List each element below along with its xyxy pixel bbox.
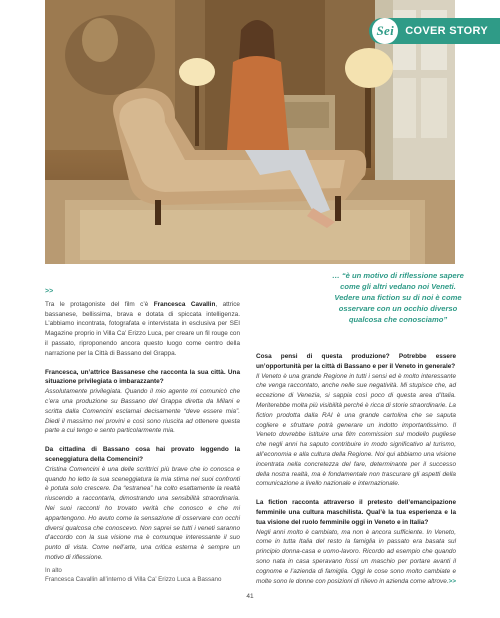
question-1: Francesca, un’attrice Bassanese che racconta la sua città. Una situazione privilegiata o imbarazzante? (45, 368, 240, 386)
cover-story-badge (369, 18, 500, 44)
page-number: 41 (246, 593, 254, 600)
arrow-marker: >> (45, 288, 54, 295)
actress-name: Francesca Cavallin (153, 300, 216, 308)
question-2: Da cittadina di Bassano cosa hai provato leggendo la sceneggiatura della Comencini? (45, 446, 240, 463)
intro-paragraph (45, 300, 240, 359)
caption-line-2: Francesca Cavallin all’interno di Villa Ca’ Erizzo Luca a Bassano (45, 575, 222, 583)
left-column (45, 287, 240, 572)
question-4: La fiction racconta attraverso il pretesto dell’emancipazione femminile una cultura maschilista. Qual’è la tua esperienza e la tua visione del ruolo femminile oggi in Veneto e in Italia? (256, 499, 456, 526)
pull-quote: … “è un motivo di riflessione sapere come gli altri vedano noi Veneti. Vedere una fiction su di noi è come osservare con un occhio diverso qualcosa che conosciamo” (332, 271, 464, 324)
caption-line-1: In alto (45, 567, 62, 574)
answer-2: Cristina Comencini è una delle scrittrici più brave che io conosca e quando ho letto la sua sceneggiatura la mia stima nei suoi confronti è potuta solo crescere. Da “estranea” ha colto esattamente la realtà riuscendo a raccontarla, dimostrando una sensibilità straordinaria. Nei suoi racconti ho trovato verità che conosco e che mi appartengono. Ho avuto come la sensazione di osservare con occhi diversi qualcosa che conoscevo. Non saprei se tutti i veneti saranno d’accordo con la sua visione ma è comunque interessante il suo punto di vista. Come nell’arte, una critica esterna è sempre un motivo di riflessione. (45, 465, 240, 561)
answer-4 (256, 528, 456, 587)
intro-text: Tra le protagoniste del film c’è (45, 300, 154, 308)
magazine-logo: Sei (372, 18, 398, 44)
section-label: COVER STORY (405, 25, 488, 37)
right-column (256, 352, 456, 595)
answer-1: Assolutamente privilegiata. Quando il mio agente mi comunicò che c’era una produzione su Bassano del Grappa diretta da Milani e scritta dalla Comencini esclamai decisamente “deve essere mia”. Diedi il massimo nei provini e così sono riuscita ad ottenere questa parte a cui tengo e sento particolarmente mia. (45, 388, 240, 435)
intro-text-continued: , attrice bassanese, bellissima, brava e dotata di spiccata intelligenza. L’abbiamo incontrata, fotografata e intervistata in esclusiva per SEI Magazine proprio in Villa Ca’ Erizzo Luca, per creare un fil rouge con il passato, riproponendo ancora questo luogo come centro della narrazione per la Città di Bassano del Grappa. (45, 300, 240, 357)
answer-3: Il Veneto è una grande Regione in tutti i sensi ed è molto interessante che venga raccontato, anche nelle sue negatività. Mi stupisce che, ad eccezione di Venezia, si sappia così poco di questa area d’Italia. Meriterebbe molta più visibilità perché è ricca di storie straordinarie. La fiction prodotta dalla RAI è una grande cartolina che se saputa cogliere e sfruttare potrà generare un indotto importantissimo. Il Veneto dovrebbe istituire una film commission sul modello pugliese che negli anni ha saputo contribuire in modo significativo al turismo, all’economia e alla cultura della Regione. Noi qui abbiamo una visione incentrata nella concretezza del fare, determinante per il successo della nostra realtà, ma è fondamentale non trascurare gli aspetti della comunicazione a livello nazionale e internazionale. (256, 372, 456, 488)
question-3: Cosa pensi di questa produzione? Potrebbe essere un’opportunità per la città di Bassano e per il Veneto in generale? (256, 353, 456, 370)
answer-4-text: Negli anni molto è cambiato, ma non è ancora sufficiente. In Veneto, come in tutta Italia del resto la famiglia in passato era basata sul principio donna-casa e uomo-lavoro. Ricordo ad esempio che quando sono nata in casa speravano fossi un maschio per portare avanti il cognome e l’azienda di famiglia. Oggi le cose sono molto cambiate e molte sono le donne con posizioni di rilievo in azienda come altrove. (256, 528, 456, 585)
photo-caption (45, 567, 245, 584)
continue-arrow: >> (448, 577, 456, 585)
